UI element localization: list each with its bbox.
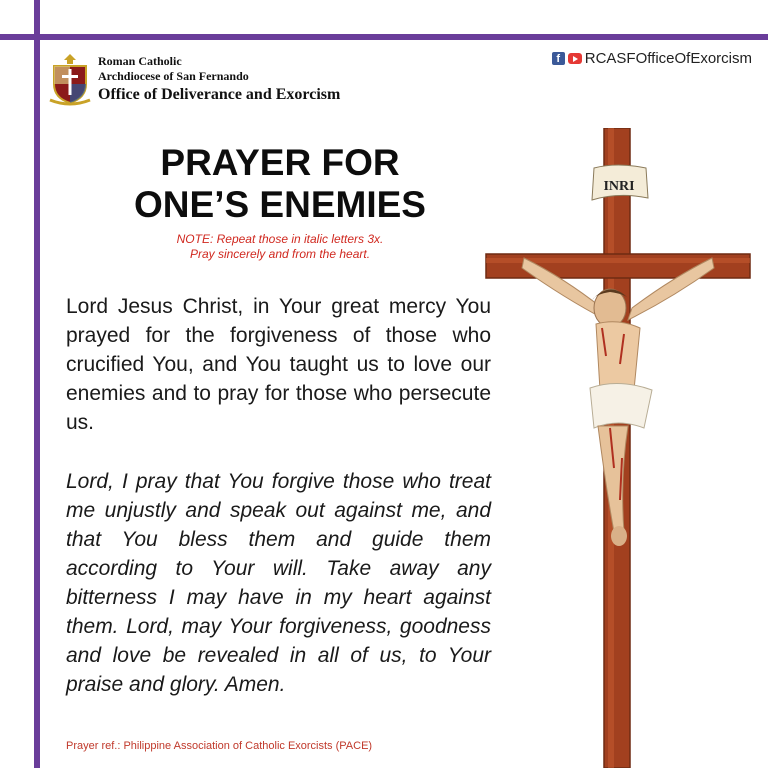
org-office-name: Office of Deliverance and Exorcism [98, 86, 341, 103]
prayer-reference: Prayer ref.: Philippine Association of Catholic Exorcists (PACE) [66, 740, 373, 752]
frame-vertical-line [34, 0, 40, 768]
social-handle-text: RCASFOfficeOfExorcism [584, 50, 752, 67]
prayer-title [110, 142, 450, 226]
inri-inscription: INRI [603, 179, 635, 194]
crucifix-image [484, 128, 754, 768]
title-line-1: PRAYER FOR [160, 142, 400, 183]
title-line-2: ONE’S ENEMIES [134, 184, 426, 225]
social-handle[interactable] [552, 50, 752, 67]
facebook-icon[interactable]: f [552, 52, 565, 65]
archdiocese-seal-icon [48, 50, 92, 106]
note-line-2: Pray sincerely and from the heart. [189, 247, 371, 261]
note-line-1: NOTE: Repeat those in italic letters 3x. [176, 232, 384, 246]
organization-block [98, 54, 340, 106]
prayer-paragraph-1: Lord Jesus Christ, in Your great mercy You prayed for the forgiveness of those who crucified You, and You taught us to love our enemies and to pray for those who persecute us. [66, 295, 491, 434]
youtube-icon[interactable] [568, 53, 582, 64]
prayer-paragraph-2-italic: Lord, I pray that You forgive those who treat me unjustly and speak out against me, and that You bless them and guide them according to Your will. Take away any bitterness I may have in my heart against them. Lord, may Your forgiveness, goodness and love be revealed in all of us, to Your praise and glory. Amen. [66, 470, 491, 696]
org-line-2: Archdiocese of San Fernando [98, 69, 249, 83]
org-line-1: Roman Catholic [98, 54, 182, 68]
instruction-note [110, 232, 450, 262]
frame-horizontal-line [0, 34, 768, 40]
